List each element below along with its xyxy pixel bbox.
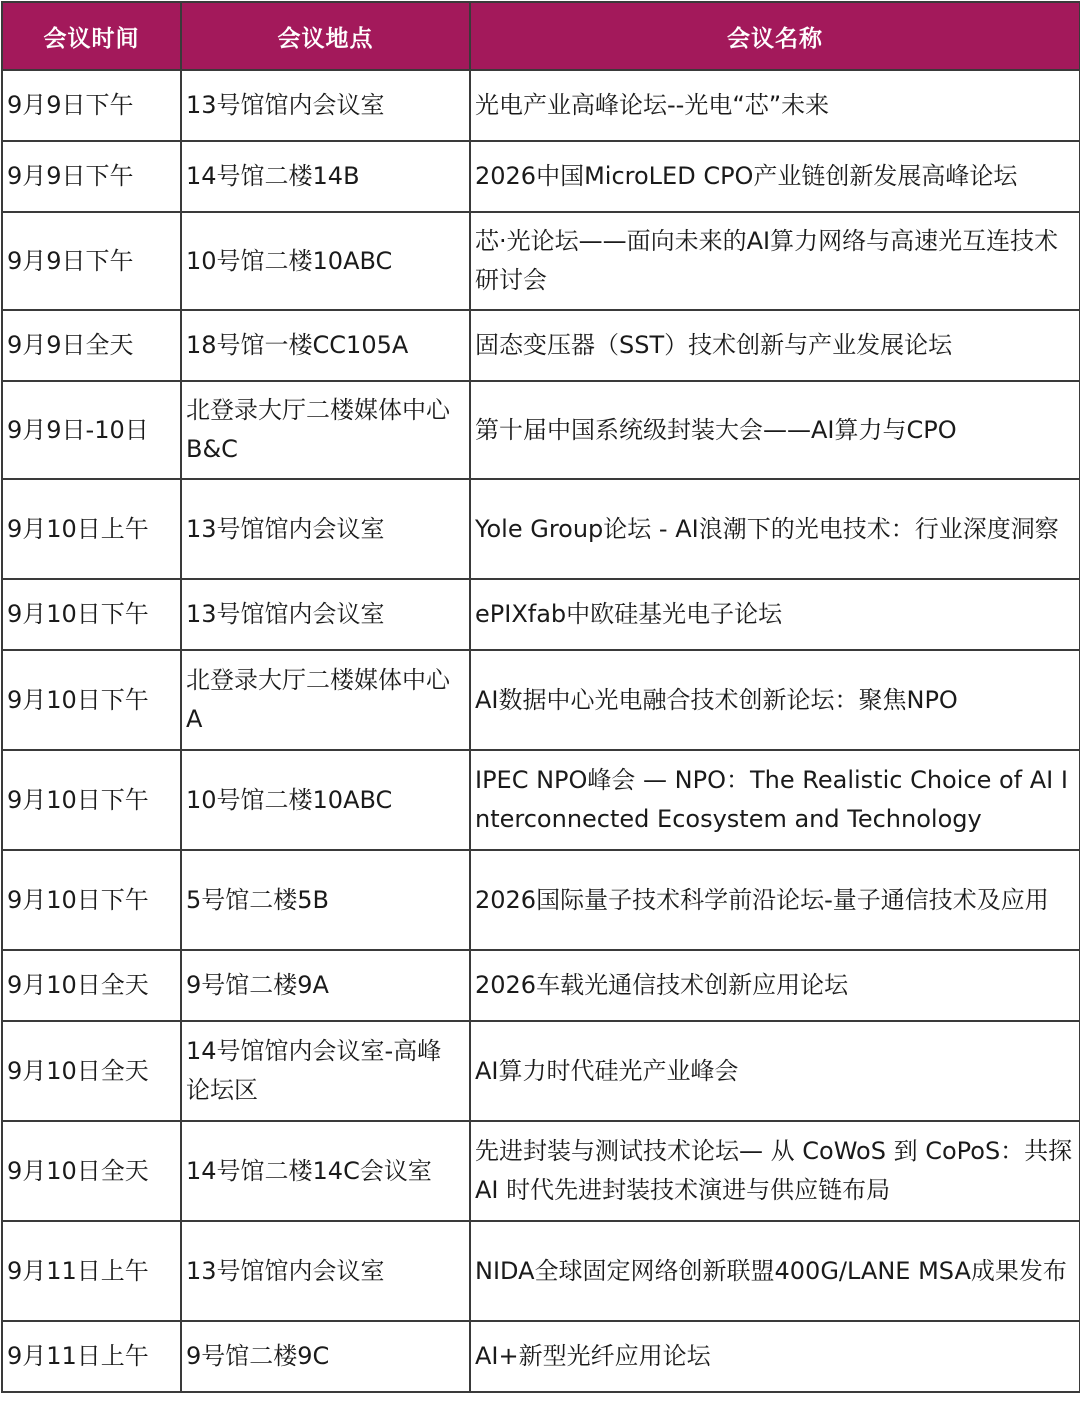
cell-location: 13号馆馆内会议室 [181, 579, 470, 650]
cell-time: 9月9日下午 [2, 141, 181, 212]
cell-name: NIDA全球固定网络创新联盟400G/LANE MSA成果发布 [470, 1221, 1080, 1321]
cell-location: 10号馆二楼10ABC [181, 212, 470, 310]
cell-time: 9月10日下午 [2, 650, 181, 750]
cell-time: 9月10日全天 [2, 950, 181, 1021]
cell-time: 9月9日全天 [2, 310, 181, 381]
cell-time: 9月10日全天 [2, 1021, 181, 1121]
table-row [2, 650, 1080, 750]
cell-time: 9月11日上午 [2, 1321, 181, 1392]
table-row [2, 310, 1080, 381]
cell-name: AI算力时代硅光产业峰会 [470, 1021, 1080, 1121]
cell-name: 2026中国MicroLED CPO产业链创新发展高峰论坛 [470, 141, 1080, 212]
table-row [2, 1121, 1080, 1221]
cell-location: 14号馆二楼14C会议室 [181, 1121, 470, 1221]
table-row [2, 381, 1080, 479]
table-row [2, 579, 1080, 650]
table-row [2, 750, 1080, 850]
cell-name: 先进封装与测试技术论坛— 从 CoWoS 到 CoPoS：共探 AI 时代先进封装技术演进与供应链布局 [470, 1121, 1080, 1221]
table-row [2, 212, 1080, 310]
table-row [2, 479, 1080, 579]
cell-name: 2026车载光通信技术创新应用论坛 [470, 950, 1080, 1021]
cell-location: 13号馆馆内会议室 [181, 1221, 470, 1321]
cell-location: 5号馆二楼5B [181, 850, 470, 950]
cell-name: AI+新型光纤应用论坛 [470, 1321, 1080, 1392]
cell-name: AI数据中心光电融合技术创新论坛：聚焦NPO [470, 650, 1080, 750]
cell-location: 18号馆一楼CC105A [181, 310, 470, 381]
cell-time: 9月10日下午 [2, 579, 181, 650]
cell-location: 北登录大厅二楼媒体中心B&C [181, 381, 470, 479]
cell-time: 9月11日上午 [2, 1221, 181, 1321]
table-row [2, 1221, 1080, 1321]
cell-name: 光电产业高峰论坛--光电“芯”未来 [470, 70, 1080, 141]
header-time: 会议时间 [2, 2, 181, 70]
cell-location: 13号馆馆内会议室 [181, 70, 470, 141]
cell-location: 北登录大厅二楼媒体中心A [181, 650, 470, 750]
cell-time: 9月10日上午 [2, 479, 181, 579]
table-row [2, 70, 1080, 141]
header-location: 会议地点 [181, 2, 470, 70]
cell-name: IPEC NPO峰会 — NPO：The Realistic Choice of AI Interconnected Ecosystem and Technology [470, 750, 1080, 850]
table-row [2, 850, 1080, 950]
cell-location: 13号馆馆内会议室 [181, 479, 470, 579]
cell-name: 芯·光论坛——面向未来的AI算力网络与高速光互连技术研讨会 [470, 212, 1080, 310]
table-row [2, 950, 1080, 1021]
conference-schedule-table [1, 1, 1080, 1393]
cell-time: 9月10日下午 [2, 850, 181, 950]
table-row [2, 1321, 1080, 1392]
cell-location: 14号馆二楼14B [181, 141, 470, 212]
cell-time: 9月9日下午 [2, 212, 181, 310]
header-row [2, 2, 1080, 70]
cell-name: ePIXfab中欧硅基光电子论坛 [470, 579, 1080, 650]
cell-name: 第十届中国系统级封装大会——AI算力与CPO [470, 381, 1080, 479]
table-row [2, 1021, 1080, 1121]
table-row [2, 141, 1080, 212]
cell-name: 固态变压器（SST）技术创新与产业发展论坛 [470, 310, 1080, 381]
cell-name: Yole Group论坛 - AI浪潮下的光电技术：行业深度洞察 [470, 479, 1080, 579]
cell-time: 9月10日全天 [2, 1121, 181, 1221]
cell-location: 14号馆馆内会议室-高峰论坛区 [181, 1021, 470, 1121]
cell-time: 9月10日下午 [2, 750, 181, 850]
header-name: 会议名称 [470, 2, 1080, 70]
cell-name: 2026国际量子技术科学前沿论坛-量子通信技术及应用 [470, 850, 1080, 950]
cell-location: 9号馆二楼9C [181, 1321, 470, 1392]
cell-location: 10号馆二楼10ABC [181, 750, 470, 850]
cell-time: 9月9日-10日 [2, 381, 181, 479]
cell-time: 9月9日下午 [2, 70, 181, 141]
cell-location: 9号馆二楼9A [181, 950, 470, 1021]
